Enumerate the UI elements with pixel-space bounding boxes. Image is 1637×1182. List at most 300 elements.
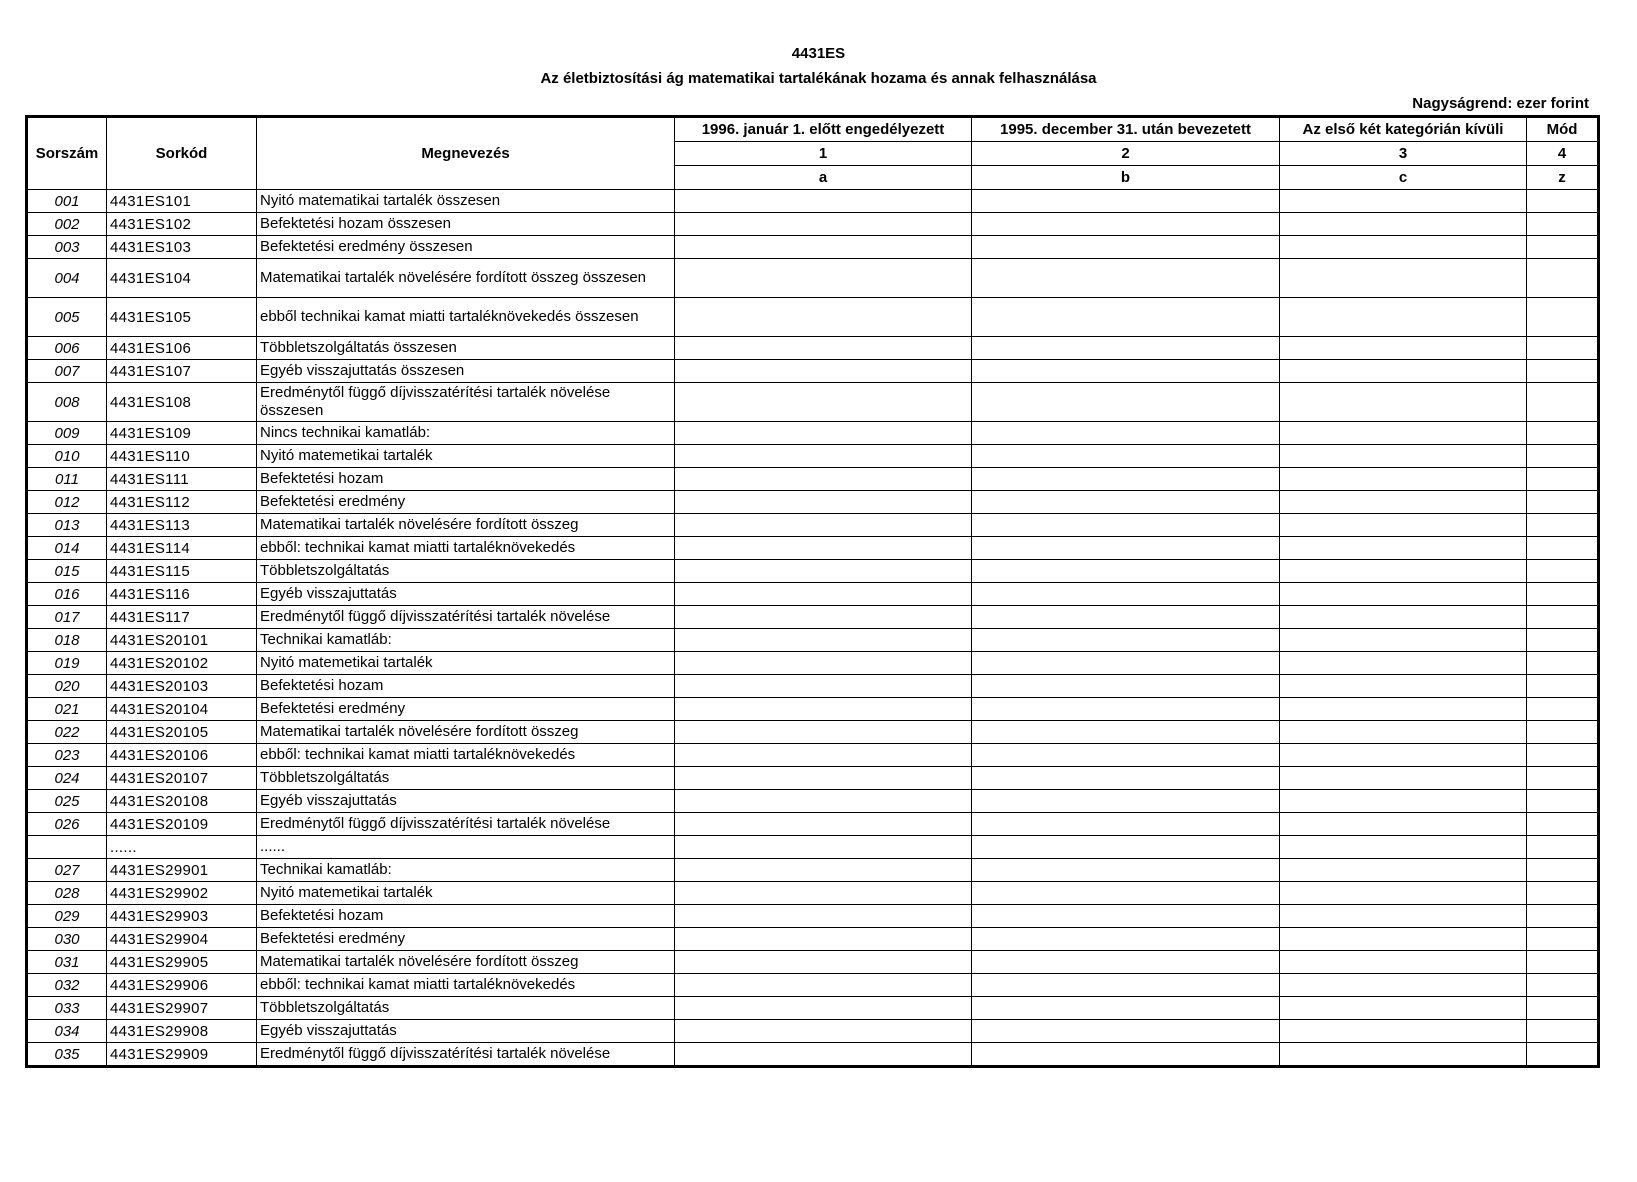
- cell-col1[interactable]: [675, 537, 972, 560]
- cell-col4[interactable]: [1527, 629, 1599, 652]
- cell-col4[interactable]: [1527, 951, 1599, 974]
- cell-col3[interactable]: [1280, 337, 1527, 360]
- row-sorszam: 002: [27, 213, 107, 236]
- row-megnevezes: Nyitó matemetikai tartalék: [257, 445, 675, 468]
- row-sorkod: 4431ES20108: [107, 790, 257, 813]
- table-row: [27, 422, 1599, 445]
- cell-col2[interactable]: [972, 560, 1280, 583]
- table-row: [27, 905, 1599, 928]
- row-sorkod: 4431ES20107: [107, 767, 257, 790]
- table-row: [27, 1020, 1599, 1043]
- cell-col2[interactable]: [972, 744, 1280, 767]
- cell-col3[interactable]: [1280, 675, 1527, 698]
- row-sorkod: 4431ES110: [107, 445, 257, 468]
- row-megnevezes: Eredménytől függő díjvisszatérítési tartalék növelése: [257, 606, 675, 629]
- table-row: [27, 537, 1599, 560]
- table-row: [27, 1043, 1599, 1067]
- row-sorkod: 4431ES114: [107, 537, 257, 560]
- cell-col3[interactable]: [1280, 928, 1527, 951]
- row-sorszam: 022: [27, 721, 107, 744]
- table-row: [27, 813, 1599, 836]
- cell-col4[interactable]: [1527, 1020, 1599, 1043]
- row-megnevezes: ......: [257, 836, 675, 859]
- row-sorszam: [27, 836, 107, 859]
- cell-col2[interactable]: [972, 383, 1280, 422]
- row-sorkod: 4431ES104: [107, 259, 257, 298]
- row-sorszam: 028: [27, 882, 107, 905]
- cell-col2[interactable]: [972, 767, 1280, 790]
- cell-col2[interactable]: [972, 629, 1280, 652]
- cell-col1[interactable]: [675, 997, 972, 1020]
- row-megnevezes: Egyéb visszajuttatás: [257, 1020, 675, 1043]
- cell-col1[interactable]: [675, 675, 972, 698]
- cell-col3[interactable]: [1280, 652, 1527, 675]
- row-sorkod: 4431ES117: [107, 606, 257, 629]
- row-megnevezes: Befektetési eredmény: [257, 928, 675, 951]
- cell-col1[interactable]: [675, 445, 972, 468]
- row-sorkod: 4431ES20104: [107, 698, 257, 721]
- cell-col2[interactable]: [972, 213, 1280, 236]
- cell-col4[interactable]: [1527, 383, 1599, 422]
- data-table: [25, 115, 1600, 1068]
- cell-col1[interactable]: [675, 698, 972, 721]
- table-row: [27, 974, 1599, 997]
- cell-col2[interactable]: [972, 974, 1280, 997]
- cell-col3[interactable]: [1280, 951, 1527, 974]
- cell-col1[interactable]: [675, 583, 972, 606]
- row-sorkod: 4431ES29904: [107, 928, 257, 951]
- cell-col3[interactable]: [1280, 190, 1527, 213]
- cell-col4[interactable]: [1527, 445, 1599, 468]
- cell-col1[interactable]: [675, 190, 972, 213]
- header-col3-num: 3: [1280, 142, 1527, 166]
- table-row: [27, 190, 1599, 213]
- row-sorszam: 035: [27, 1043, 107, 1067]
- cell-col2[interactable]: [972, 813, 1280, 836]
- row-megnevezes: Többletszolgáltatás összesen: [257, 337, 675, 360]
- cell-col4[interactable]: [1527, 537, 1599, 560]
- table-row: [27, 213, 1599, 236]
- cell-col3[interactable]: [1280, 468, 1527, 491]
- cell-col2[interactable]: [972, 422, 1280, 445]
- cell-col2[interactable]: [972, 790, 1280, 813]
- cell-col2[interactable]: [972, 721, 1280, 744]
- cell-col1[interactable]: [675, 298, 972, 337]
- header-megnevezes: Megnevezés: [257, 117, 675, 190]
- cell-col2[interactable]: [972, 1020, 1280, 1043]
- cell-col1[interactable]: [675, 1043, 972, 1067]
- cell-col4[interactable]: [1527, 422, 1599, 445]
- cell-col4[interactable]: [1527, 675, 1599, 698]
- row-sorszam: 023: [27, 744, 107, 767]
- row-sorszam: 014: [27, 537, 107, 560]
- cell-col4[interactable]: [1527, 606, 1599, 629]
- cell-col2[interactable]: [972, 905, 1280, 928]
- row-sorkod: 4431ES20103: [107, 675, 257, 698]
- cell-col4[interactable]: [1527, 259, 1599, 298]
- row-sorszam: 010: [27, 445, 107, 468]
- cell-col3[interactable]: [1280, 445, 1527, 468]
- row-sorkod: 4431ES101: [107, 190, 257, 213]
- row-megnevezes: Befektetési eredmény: [257, 491, 675, 514]
- cell-col3[interactable]: [1280, 1043, 1527, 1067]
- row-sorszam: 003: [27, 236, 107, 259]
- cell-col2[interactable]: [972, 882, 1280, 905]
- cell-col1[interactable]: [675, 652, 972, 675]
- cell-col1[interactable]: [675, 468, 972, 491]
- cell-col2[interactable]: [972, 360, 1280, 383]
- cell-col3[interactable]: [1280, 905, 1527, 928]
- cell-col4[interactable]: [1527, 974, 1599, 997]
- cell-col2[interactable]: [972, 859, 1280, 882]
- row-sorkod: 4431ES105: [107, 298, 257, 337]
- cell-col3[interactable]: [1280, 974, 1527, 997]
- cell-col4[interactable]: [1527, 652, 1599, 675]
- row-sorszam: 005: [27, 298, 107, 337]
- table-row: [27, 606, 1599, 629]
- cell-col1[interactable]: [675, 813, 972, 836]
- row-megnevezes: Befektetési hozam: [257, 468, 675, 491]
- header-col4-label: Mód: [1527, 117, 1599, 142]
- cell-col2[interactable]: [972, 675, 1280, 698]
- row-sorkod: 4431ES108: [107, 383, 257, 422]
- cell-col3[interactable]: [1280, 537, 1527, 560]
- row-megnevezes: Eredménytől függő díjvisszatérítési tartalék növelése összesen: [257, 383, 675, 422]
- cell-col1[interactable]: [675, 974, 972, 997]
- table-row: [27, 236, 1599, 259]
- row-megnevezes: Nyitó matematikai tartalék összesen: [257, 190, 675, 213]
- cell-col3[interactable]: [1280, 997, 1527, 1020]
- header-col3-label: Az első két kategórián kívüli: [1280, 117, 1527, 142]
- cell-col4[interactable]: [1527, 337, 1599, 360]
- row-sorkod: 4431ES29905: [107, 951, 257, 974]
- row-megnevezes: Eredménytől függő díjvisszatérítési tartalék növelése: [257, 1043, 675, 1067]
- cell-col2[interactable]: [972, 298, 1280, 337]
- row-sorkod: 4431ES29909: [107, 1043, 257, 1067]
- cell-col2[interactable]: [972, 190, 1280, 213]
- cell-col4[interactable]: [1527, 721, 1599, 744]
- cell-col2[interactable]: [972, 491, 1280, 514]
- cell-col1[interactable]: [675, 360, 972, 383]
- cell-col3[interactable]: [1280, 560, 1527, 583]
- cell-col3[interactable]: [1280, 236, 1527, 259]
- table-row: [27, 337, 1599, 360]
- table-row: [27, 698, 1599, 721]
- table-row: [27, 836, 1599, 859]
- cell-col3[interactable]: [1280, 491, 1527, 514]
- row-megnevezes: Befektetési eredmény: [257, 698, 675, 721]
- row-megnevezes: ebből: technikai kamat miatti tartaléknövekedés: [257, 744, 675, 767]
- row-megnevezes: Technikai kamatláb:: [257, 629, 675, 652]
- row-sorszam: 016: [27, 583, 107, 606]
- row-sorszam: 018: [27, 629, 107, 652]
- cell-col2[interactable]: [972, 951, 1280, 974]
- cell-col4[interactable]: [1527, 813, 1599, 836]
- cell-col3[interactable]: [1280, 698, 1527, 721]
- cell-col4[interactable]: [1527, 790, 1599, 813]
- table-row: [27, 560, 1599, 583]
- table-row: [27, 767, 1599, 790]
- cell-col2[interactable]: [972, 468, 1280, 491]
- table-row: [27, 259, 1599, 298]
- row-sorszam: 007: [27, 360, 107, 383]
- cell-col3[interactable]: [1280, 383, 1527, 422]
- row-sorszam: 015: [27, 560, 107, 583]
- cell-col2[interactable]: [972, 928, 1280, 951]
- row-megnevezes: ebből technikai kamat miatti tartaléknövekedés összesen: [257, 298, 675, 337]
- row-sorszam: 013: [27, 514, 107, 537]
- cell-col2[interactable]: [972, 445, 1280, 468]
- header-sorszam: Sorszám: [27, 117, 107, 190]
- row-sorkod: 4431ES115: [107, 560, 257, 583]
- row-sorkod: 4431ES29903: [107, 905, 257, 928]
- cell-col1[interactable]: [675, 383, 972, 422]
- cell-col4[interactable]: [1527, 1043, 1599, 1067]
- cell-col4[interactable]: [1527, 928, 1599, 951]
- row-megnevezes: Eredménytől függő díjvisszatérítési tartalék növelése: [257, 813, 675, 836]
- cell-col2[interactable]: [972, 698, 1280, 721]
- cell-col1[interactable]: [675, 721, 972, 744]
- cell-col3[interactable]: [1280, 629, 1527, 652]
- cell-col3[interactable]: [1280, 298, 1527, 337]
- table-row: [27, 859, 1599, 882]
- table-row: [27, 514, 1599, 537]
- row-megnevezes: Befektetési eredmény összesen: [257, 236, 675, 259]
- cell-col3[interactable]: [1280, 422, 1527, 445]
- table-row: [27, 882, 1599, 905]
- cell-col1[interactable]: [675, 560, 972, 583]
- table-row: [27, 790, 1599, 813]
- cell-col2[interactable]: [972, 606, 1280, 629]
- row-megnevezes: Egyéb visszajuttatás összesen: [257, 360, 675, 383]
- cell-col1[interactable]: [675, 951, 972, 974]
- row-sorkod: 4431ES20101: [107, 629, 257, 652]
- cell-col2[interactable]: [972, 337, 1280, 360]
- row-sorkod: 4431ES107: [107, 360, 257, 383]
- row-sorszam: 029: [27, 905, 107, 928]
- row-sorkod: 4431ES29906: [107, 974, 257, 997]
- row-megnevezes: Matematikai tartalék növelésére fordított összeg: [257, 951, 675, 974]
- table-row: [27, 360, 1599, 383]
- cell-col3[interactable]: [1280, 790, 1527, 813]
- row-megnevezes: Matematikai tartalék növelésére fordított összeg összesen: [257, 259, 675, 298]
- cell-col2[interactable]: [972, 836, 1280, 859]
- row-sorkod: 4431ES102: [107, 213, 257, 236]
- row-sorkod: 4431ES113: [107, 514, 257, 537]
- table-row: [27, 445, 1599, 468]
- table-row: [27, 721, 1599, 744]
- cell-col3[interactable]: [1280, 836, 1527, 859]
- row-sorkod: 4431ES106: [107, 337, 257, 360]
- cell-col4[interactable]: [1527, 859, 1599, 882]
- row-megnevezes: Többletszolgáltatás: [257, 560, 675, 583]
- cell-col1[interactable]: [675, 606, 972, 629]
- table-row: [27, 491, 1599, 514]
- header-col4-letter: z: [1527, 166, 1599, 190]
- cell-col2[interactable]: [972, 259, 1280, 298]
- cell-col1[interactable]: [675, 491, 972, 514]
- cell-col4[interactable]: [1527, 905, 1599, 928]
- cell-col1[interactable]: [675, 629, 972, 652]
- row-sorkod: 4431ES20105: [107, 721, 257, 744]
- cell-col1[interactable]: [675, 259, 972, 298]
- row-sorkod: 4431ES29902: [107, 882, 257, 905]
- cell-col1[interactable]: [675, 337, 972, 360]
- cell-col2[interactable]: [972, 1043, 1280, 1067]
- cell-col1[interactable]: [675, 905, 972, 928]
- cell-col3[interactable]: [1280, 213, 1527, 236]
- cell-col1[interactable]: [675, 514, 972, 537]
- cell-col1[interactable]: [675, 1020, 972, 1043]
- table-row: [27, 383, 1599, 422]
- row-sorszam: 024: [27, 767, 107, 790]
- row-megnevezes: Nyitó matemetikai tartalék: [257, 882, 675, 905]
- cell-col3[interactable]: [1280, 813, 1527, 836]
- row-sorkod: 4431ES20102: [107, 652, 257, 675]
- table-row: [27, 744, 1599, 767]
- row-megnevezes: Befektetési hozam: [257, 905, 675, 928]
- row-sorszam: 026: [27, 813, 107, 836]
- row-megnevezes: Matematikai tartalék növelésére fordított összeg: [257, 721, 675, 744]
- header-sorkod: Sorkód: [107, 117, 257, 190]
- header-col2-num: 2: [972, 142, 1280, 166]
- row-sorkod: 4431ES20106: [107, 744, 257, 767]
- cell-col4[interactable]: [1527, 491, 1599, 514]
- row-megnevezes: Matematikai tartalék növelésére fordított összeg: [257, 514, 675, 537]
- table-row: [27, 928, 1599, 951]
- cell-col1[interactable]: [675, 790, 972, 813]
- cell-col3[interactable]: [1280, 360, 1527, 383]
- cell-col2[interactable]: [972, 537, 1280, 560]
- cell-col3[interactable]: [1280, 583, 1527, 606]
- row-megnevezes: Többletszolgáltatás: [257, 767, 675, 790]
- header-col1-letter: a: [675, 166, 972, 190]
- row-megnevezes: Többletszolgáltatás: [257, 997, 675, 1020]
- cell-col3[interactable]: [1280, 767, 1527, 790]
- table-row: [27, 583, 1599, 606]
- row-sorszam: 017: [27, 606, 107, 629]
- header-col3-letter: c: [1280, 166, 1527, 190]
- cell-col4[interactable]: [1527, 698, 1599, 721]
- cell-col3[interactable]: [1280, 882, 1527, 905]
- row-sorszam: 032: [27, 974, 107, 997]
- table-row: [27, 629, 1599, 652]
- row-sorkod: 4431ES109: [107, 422, 257, 445]
- header-col4-num: 4: [1527, 142, 1599, 166]
- row-megnevezes: Technikai kamatláb:: [257, 859, 675, 882]
- row-megnevezes: Nincs technikai kamatláb:: [257, 422, 675, 445]
- cell-col2[interactable]: [972, 997, 1280, 1020]
- cell-col1[interactable]: [675, 422, 972, 445]
- row-sorkod: 4431ES111: [107, 468, 257, 491]
- row-megnevezes: ebből: technikai kamat miatti tartaléknövekedés: [257, 974, 675, 997]
- row-sorkod: 4431ES29901: [107, 859, 257, 882]
- row-megnevezes: Nyitó matemetikai tartalék: [257, 652, 675, 675]
- table-row: [27, 298, 1599, 337]
- cell-col4[interactable]: [1527, 882, 1599, 905]
- row-sorszam: 019: [27, 652, 107, 675]
- cell-col4[interactable]: [1527, 213, 1599, 236]
- cell-col1[interactable]: [675, 213, 972, 236]
- cell-col4[interactable]: [1527, 560, 1599, 583]
- row-sorszam: 031: [27, 951, 107, 974]
- unit-label: Nagyságrend: ezer forint: [1412, 95, 1589, 112]
- row-megnevezes: Befektetési hozam összesen: [257, 213, 675, 236]
- cell-col2[interactable]: [972, 652, 1280, 675]
- cell-col1[interactable]: [675, 767, 972, 790]
- cell-col1[interactable]: [675, 744, 972, 767]
- row-sorkod: 4431ES112: [107, 491, 257, 514]
- form-title: Az életbiztosítási ág matematikai tartalékának hozama és annak felhasználása: [540, 70, 1097, 87]
- cell-col3[interactable]: [1280, 859, 1527, 882]
- row-sorszam: 021: [27, 698, 107, 721]
- cell-col1[interactable]: [675, 928, 972, 951]
- row-sorszam: 008: [27, 383, 107, 422]
- row-sorkod: 4431ES29908: [107, 1020, 257, 1043]
- row-sorszam: 030: [27, 928, 107, 951]
- cell-col4[interactable]: [1527, 767, 1599, 790]
- cell-col4[interactable]: [1527, 583, 1599, 606]
- cell-col1[interactable]: [675, 882, 972, 905]
- cell-col4[interactable]: [1527, 997, 1599, 1020]
- table-row: [27, 468, 1599, 491]
- cell-col2[interactable]: [972, 583, 1280, 606]
- row-megnevezes: ebből: technikai kamat miatti tartaléknövekedés: [257, 537, 675, 560]
- table-body: [27, 190, 1599, 1067]
- row-megnevezes: Befektetési hozam: [257, 675, 675, 698]
- header-col1-label: 1996. január 1. előtt engedélyezett: [675, 117, 972, 142]
- row-megnevezes: Egyéb visszajuttatás: [257, 790, 675, 813]
- header-col1-num: 1: [675, 142, 972, 166]
- row-sorkod: 4431ES29907: [107, 997, 257, 1020]
- row-sorszam: 011: [27, 468, 107, 491]
- table-row: [27, 997, 1599, 1020]
- cell-col3[interactable]: [1280, 606, 1527, 629]
- row-sorszam: 020: [27, 675, 107, 698]
- row-sorszam: 009: [27, 422, 107, 445]
- cell-col2[interactable]: [972, 236, 1280, 259]
- cell-col3[interactable]: [1280, 744, 1527, 767]
- cell-col1[interactable]: [675, 836, 972, 859]
- header-col2-label: 1995. december 31. után bevezetett: [972, 117, 1280, 142]
- table-row: [27, 675, 1599, 698]
- table-row: [27, 951, 1599, 974]
- cell-col4[interactable]: [1527, 468, 1599, 491]
- form-code: 4431ES: [791, 45, 846, 62]
- cell-col3[interactable]: [1280, 1020, 1527, 1043]
- cell-col3[interactable]: [1280, 259, 1527, 298]
- row-sorszam: 034: [27, 1020, 107, 1043]
- cell-col3[interactable]: [1280, 514, 1527, 537]
- cell-col4[interactable]: [1527, 514, 1599, 537]
- row-sorkod: 4431ES103: [107, 236, 257, 259]
- cell-col4[interactable]: [1527, 836, 1599, 859]
- cell-col4[interactable]: [1527, 360, 1599, 383]
- cell-col1[interactable]: [675, 859, 972, 882]
- cell-col3[interactable]: [1280, 721, 1527, 744]
- cell-col4[interactable]: [1527, 236, 1599, 259]
- cell-col4[interactable]: [1527, 744, 1599, 767]
- row-sorszam: 025: [27, 790, 107, 813]
- cell-col1[interactable]: [675, 236, 972, 259]
- header-col2-letter: b: [972, 166, 1280, 190]
- cell-col4[interactable]: [1527, 190, 1599, 213]
- table-row: [27, 652, 1599, 675]
- cell-col2[interactable]: [972, 514, 1280, 537]
- row-sorszam: 001: [27, 190, 107, 213]
- cell-col4[interactable]: [1527, 298, 1599, 337]
- row-sorszam: 004: [27, 259, 107, 298]
